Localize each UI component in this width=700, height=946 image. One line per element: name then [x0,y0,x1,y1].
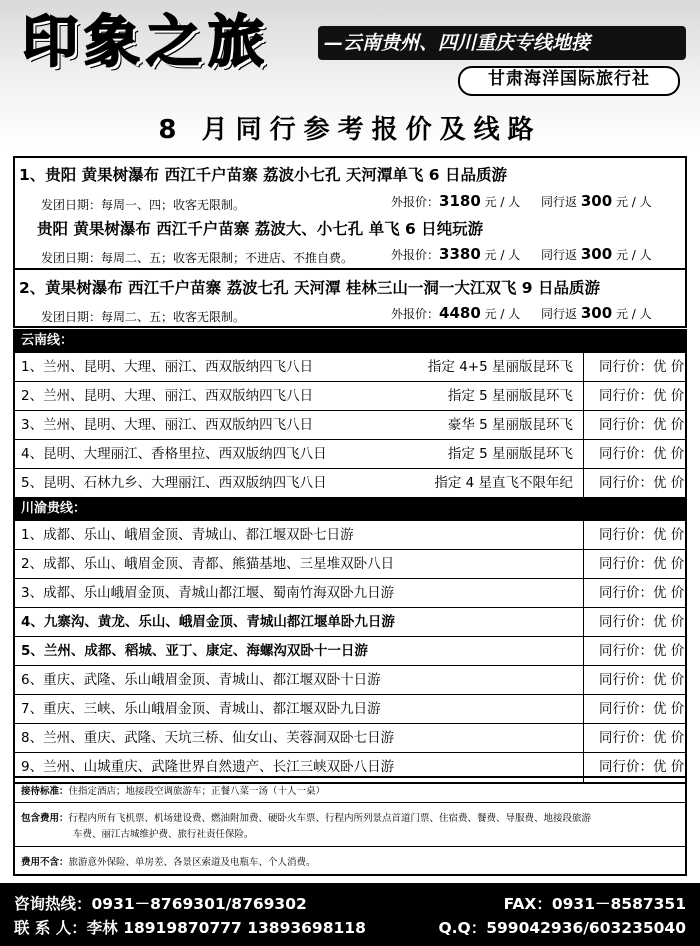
external-price [391,245,520,263]
peer-price: 同行价：优 价 [599,759,685,775]
header [0,0,700,150]
reception-text: 住指定酒店；地接段空调旅游车；正餐八菜一汤（十人一桌） [68,786,326,797]
column-divider [583,550,584,578]
external-price-value: 4480 [439,304,481,322]
divider [15,268,685,270]
route-name: 4、昆明、大理丽江、香格里拉、西双版纳四飞八日 [21,446,327,462]
peer-rebate-unit: 元 / 人 [615,248,652,262]
column-divider [583,353,584,381]
section-heading-sichuan: 川渝贵线： [13,497,687,521]
included-costs-cont: 车费、丽江古城维护费、旅行社责任保险。 [73,829,254,840]
peer-rebate-unit: 元 / 人 [615,195,652,209]
column-divider [583,411,584,439]
peer-price: 同行价：优 价 [599,643,685,659]
external-price-value: 3180 [439,192,481,210]
column-divider [583,440,584,468]
column-divider [583,382,584,410]
package-dates: 发团日期：每周一、四；收客无限制。 [41,198,246,212]
hotel-standard: 指定 5 星丽版昆环飞 [447,388,573,404]
reception-label: 接待标准： [21,786,69,797]
table-row [15,353,685,382]
column-divider [583,469,584,498]
section-heading-yunnan: 云南线： [13,329,687,353]
terms-box [13,776,687,876]
peer-price: 同行价：优 价 [599,556,685,572]
column-divider [583,666,584,694]
route-name: 7、重庆、三峡、乐山峨眉金顶、青城山、都江堰双卧九日游 [21,701,381,717]
sichuan-route-table [13,521,687,784]
route-name: 3、兰州、昆明、大理、丽江、西双版纳四飞八日 [21,417,314,433]
table-row [15,382,685,411]
package-dates: 发团日期：每周二、五；收客无限制；不进店、不推自费。 [41,251,354,265]
peer-price: 同行价：优 价 [599,446,685,462]
reception-standard [21,783,325,797]
brand-title: 印象之旅 [22,10,270,75]
featured-packages [13,156,687,328]
external-price-value: 3380 [439,245,481,263]
external-price [391,304,520,322]
peer-rebate-unit: 元 / 人 [615,307,652,321]
route-name: 5、昆明、石林九乡、大理丽江、西双版纳四飞八日 [21,475,327,491]
route-name: 3、成都、乐山峨眉金顶、青城山都江堰、蜀南竹海双卧九日游 [21,585,395,601]
excluded-text: 旅游意外保险、单房差、各景区索道及电瓶车、个人消费。 [68,857,316,868]
table-row [15,724,685,753]
peer-price: 同行价：优 价 [599,672,685,688]
included-costs [21,810,591,824]
divider [15,802,685,803]
agency-name: 甘肃海洋国际旅行社 [488,69,650,89]
peer-price: 同行价：优 价 [599,527,685,543]
column-divider [583,724,584,752]
table-row [15,608,685,637]
package-dates: 发团日期：每周二、五；收客无限制。 [41,310,246,324]
peer-price: 同行价：优 价 [599,388,685,404]
peer-rebate-label: 同行返 [541,307,578,321]
fax: FAX：0931－8587351 [503,895,686,913]
external-price [391,192,520,210]
column-divider [583,608,584,636]
route-subtitle: —云南贵州、四川重庆专线地接 [324,32,591,54]
table-row [15,695,685,724]
hotel-standard: 豪华 5 星丽版昆环飞 [447,417,573,433]
hotel-standard: 指定 4+5 星丽版昆环飞 [427,359,573,375]
table-row [15,637,685,666]
included-text: 行程内所有飞机票、机场建设费、燃油附加费、硬卧火车票、行程内所列景点首道门票、住宿费、餐费、导服费、地接段旅游 [68,813,592,824]
table-row [15,469,685,498]
route-name: 2、成都、乐山、峨眉金顶、青都、熊猫基地、三星堆双卧八日 [21,556,395,572]
contact-person: 联 系 人：李林 18919870777 13893698118 [14,919,366,937]
column-divider [583,695,584,723]
peer-price: 同行价：优 价 [599,614,685,630]
peer-rebate [541,304,652,322]
external-price-unit: 元 / 人 [484,195,521,209]
table-row [15,579,685,608]
peer-price: 同行价：优 价 [599,475,685,491]
hotel-standard: 指定 5 星丽版昆环飞 [447,446,573,462]
peer-price: 同行价：优 价 [599,730,685,746]
route-name: 4、九寨沟、黄龙、乐山、峨眉金顶、青城山都江堰单卧九日游 [21,614,395,630]
table-row [15,521,685,550]
external-price-unit: 元 / 人 [484,307,521,321]
package-title: 1、贵阳 黄果树瀑布 西江千户苗寨 荔波小七孔 天河潭单飞 6 日品质游 [19,166,507,184]
route-name: 5、兰州、成都、稻城、亚丁、康定、海螺沟双卧十一日游 [21,643,368,659]
package-title: 2、黄果树瀑布 西江千户苗寨 荔波七孔 天河潭 桂林三山一洞一大江双飞 9 日品质游 [19,279,600,297]
column-divider [583,521,584,549]
peer-rebate-label: 同行返 [541,248,578,262]
route-name: 9、兰州、山城重庆、武隆世界自然遗产、长江三峡双卧八日游 [21,759,395,775]
hotel-standard: 指定 4 星直飞不限年纪 [434,475,573,491]
route-name: 6、重庆、武隆、乐山峨眉金顶、青城山、都江堰双卧十日游 [21,672,381,688]
table-row [15,440,685,469]
route-name: 8、兰州、重庆、武隆、天坑三桥、仙女山、芙蓉洞双卧七日游 [21,730,395,746]
peer-rebate [541,192,652,210]
peer-rebate-value: 300 [580,192,613,210]
peer-rebate-value: 300 [580,245,613,263]
table-row [15,550,685,579]
included-label: 包含费用： [21,813,69,824]
external-price-label: 外报价： [391,307,440,321]
peer-rebate [541,245,652,263]
table-row [15,666,685,695]
route-name: 1、成都、乐山、峨眉金顶、青城山、都江堰双卧七日游 [21,527,354,543]
column-divider [583,637,584,665]
route-name: 2、兰州、昆明、大理、丽江、西双版纳四飞八日 [21,388,314,404]
peer-rebate-value: 300 [580,304,613,322]
excluded-label: 费用不含： [21,857,69,868]
peer-price: 同行价：优 价 [599,585,685,601]
external-price-label: 外报价： [391,195,440,209]
hotline: 咨询热线：0931－8769301/8769302 [14,895,307,913]
column-divider [583,579,584,607]
main-heading: 8 月同行参考报价及线路 [158,115,542,145]
route-name: 1、兰州、昆明、大理、丽江、西双版纳四飞八日 [21,359,314,375]
peer-price: 同行价：优 价 [599,359,685,375]
yunnan-route-table [13,353,687,500]
external-price-unit: 元 / 人 [484,248,521,262]
qq: Q.Q：599042936/603235040 [438,919,686,937]
peer-price: 同行价：优 价 [599,417,685,433]
divider [15,846,685,847]
table-row [15,411,685,440]
package-title: 贵阳 黄果树瀑布 西江千户苗寨 荔波大、小七孔 单飞 6 日纯玩游 [37,220,484,238]
peer-rebate-label: 同行返 [541,195,578,209]
peer-price: 同行价：优 价 [599,701,685,717]
excluded-costs [21,854,316,868]
external-price-label: 外报价： [391,248,440,262]
footer-contact-bar [0,883,700,946]
